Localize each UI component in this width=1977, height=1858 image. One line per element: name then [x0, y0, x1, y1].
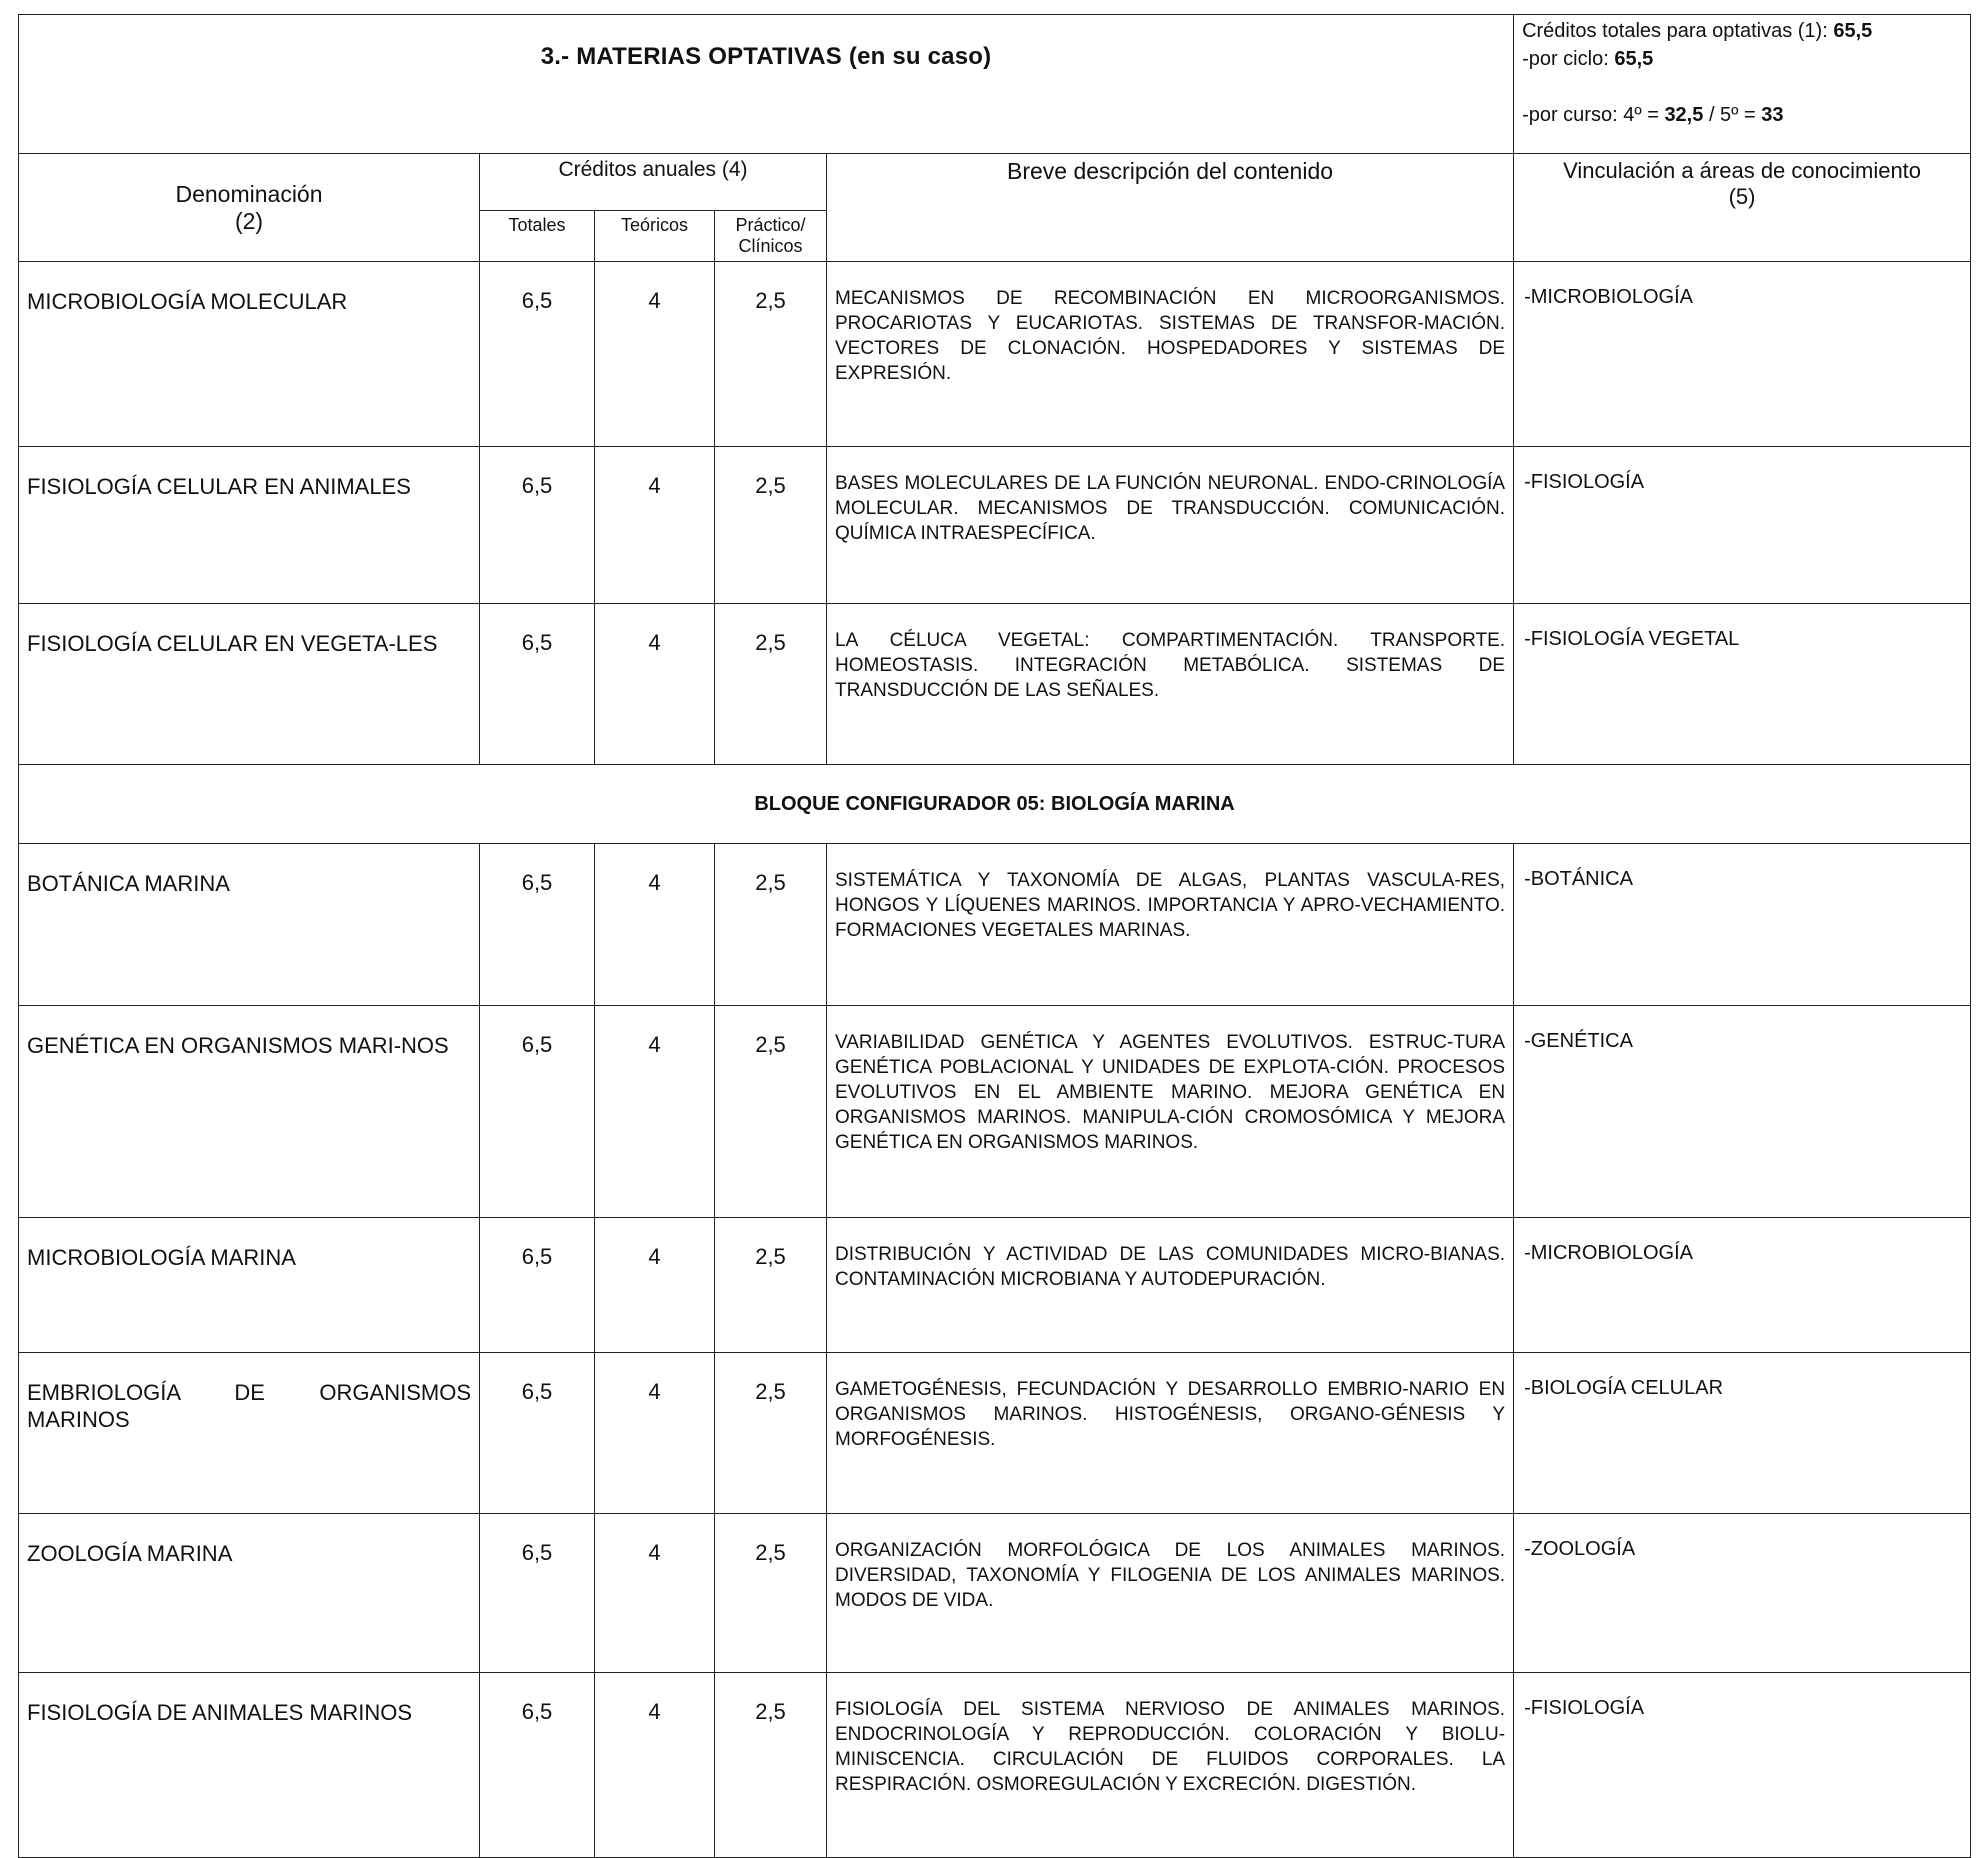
- col-teoricos: Teóricos: [595, 211, 715, 262]
- block-header-row: [19, 765, 1971, 844]
- optional-subjects-sheet: [18, 14, 1970, 1858]
- credits-totales: 6,5: [480, 844, 595, 1006]
- credits-totales: 6,5: [480, 604, 595, 765]
- credits-practicos: 2,5: [715, 1673, 827, 1858]
- credits-total-value: 65,5: [1833, 20, 1873, 42]
- col-denominacion: [19, 154, 480, 262]
- credits-teoricos: 4: [595, 1218, 715, 1353]
- credits-practicos: 2,5: [715, 1514, 827, 1673]
- subject-description: GAMETOGÉNESIS, FECUNDACIÓN Y DESARROLLO EMBRIO-NARIO EN ORGANISMOS MARINOS. HISTOGÉNESIS, ORGANO-GÉNESIS Y MORFOGÉNESIS.: [827, 1353, 1514, 1514]
- table-row: [19, 604, 1971, 765]
- credits-teoricos: 4: [595, 1514, 715, 1673]
- col-descripcion: Breve descripción del contenido: [827, 154, 1514, 262]
- credits-practicos: 2,5: [715, 1006, 827, 1218]
- credits-teoricos: 4: [595, 447, 715, 604]
- subject-description: FISIOLOGÍA DEL SISTEMA NERVIOSO DE ANIMALES MARINOS. ENDOCRINOLOGÍA Y REPRODUCCIÓN. COLORACIÓN Y BIOLU-MINISCENCIA. CIRCULACIÓN DE FLUIDOS CORPORALES. LA RESPIRACIÓN. OSMOREGULACIÓN Y EXCRECIÓN. DIGESTIÓN.: [827, 1673, 1514, 1858]
- subject-description: DISTRIBUCIÓN Y ACTIVIDAD DE LAS COMUNIDADES MICRO-BIANAS. CONTAMINACIÓN MICROBIANA Y AUTODEPURACIÓN.: [827, 1218, 1514, 1353]
- col-denominacion-note: (2): [234, 207, 264, 234]
- table-row: [19, 1353, 1971, 1514]
- credits-practicos: 2,5: [715, 1218, 827, 1353]
- section-title: 3.- MATERIAS OPTATIVAS (en su caso): [540, 43, 992, 70]
- per-course-label: -por curso: 4º =: [1522, 104, 1659, 126]
- subject-name: GENÉTICA EN ORGANISMOS MARI-NOS: [19, 1006, 480, 1218]
- per-course-line: [1522, 101, 1962, 129]
- knowledge-area: -BIOLOGÍA CELULAR: [1514, 1353, 1971, 1514]
- subject-name: FISIOLOGÍA DE ANIMALES MARINOS: [19, 1673, 480, 1858]
- subject-name: MICROBIOLOGÍA MOLECULAR: [19, 262, 480, 447]
- credits-practicos: 2,5: [715, 604, 827, 765]
- knowledge-area: -BOTÁNICA: [1514, 844, 1971, 1006]
- subject-name: FISIOLOGÍA CELULAR EN VEGETA-LES: [19, 604, 480, 765]
- credits-totales: 6,5: [480, 447, 595, 604]
- subject-description: MECANISMOS DE RECOMBINACIÓN EN MICROORGANISMOS. PROCARIOTAS Y EUCARIOTAS. SISTEMAS DE TRANSFOR-MACIÓN. VECTORES DE CLONACIÓN. HOSPEDADORES Y SISTEMAS DE EXPRESIÓN.: [827, 262, 1514, 447]
- credit-summary-cell: [1514, 15, 1971, 154]
- col-vinculacion: [1514, 154, 1971, 262]
- header-row: [19, 15, 1971, 154]
- credits-teoricos: 4: [595, 1353, 715, 1514]
- credits-teoricos: 4: [595, 844, 715, 1006]
- credits-totales: 6,5: [480, 1514, 595, 1673]
- credits-totales: 6,5: [480, 1353, 595, 1514]
- table-row: [19, 1514, 1971, 1673]
- table-row: [19, 262, 1971, 447]
- subject-name: MICROBIOLOGÍA MARINA: [19, 1218, 480, 1353]
- subject-description: ORGANIZACIÓN MORFOLÓGICA DE LOS ANIMALES MARINOS. DIVERSIDAD, TAXONOMÍA Y FILOGENIA DE LOS ANIMALES MARINOS. MODOS DE VIDA.: [827, 1514, 1514, 1673]
- credits-practicos: 2,5: [715, 447, 827, 604]
- knowledge-area: -FISIOLOGÍA: [1514, 1673, 1971, 1858]
- subject-description: LA CÉLUCA VEGETAL: COMPARTIMENTACIÓN. TRANSPORTE. HOMEOSTASIS. INTEGRACIÓN METABÓLICA. SISTEMAS DE TRANSDUCCIÓN DE LAS SEÑALES.: [827, 604, 1514, 765]
- subject-description: BASES MOLECULARES DE LA FUNCIÓN NEURONAL. ENDO-CRINOLOGÍA MOLECULAR. MECANISMOS DE TRANSDUCCIÓN. COMUNICACIÓN. QUÍMICA INTRAESPECÍFICA.: [827, 447, 1514, 604]
- per-cycle-value: 65,5: [1614, 48, 1654, 70]
- subject-description: SISTEMÁTICA Y TAXONOMÍA DE ALGAS, PLANTAS VASCULA-RES, HONGOS Y LÍQUENES MARINOS. IMPORTANCIA Y APRO-VECHAMIENTO. FORMACIONES VEGETALES MARINAS.: [827, 844, 1514, 1006]
- column-header-row: [19, 154, 1971, 211]
- credits-totales: 6,5: [480, 1218, 595, 1353]
- col-denominacion-label: Denominación: [175, 180, 323, 207]
- subject-name: ZOOLOGÍA MARINA: [19, 1514, 480, 1673]
- credits-total-label: Créditos totales para optativas (1):: [1522, 20, 1828, 42]
- knowledge-area: -MICROBIOLOGÍA: [1514, 1218, 1971, 1353]
- table-row: [19, 844, 1971, 1006]
- credits-totales: 6,5: [480, 262, 595, 447]
- table-row: [19, 1673, 1971, 1858]
- table-row: [19, 1218, 1971, 1353]
- section-title-cell: [19, 15, 1514, 154]
- subject-description: VARIABILIDAD GENÉTICA Y AGENTES EVOLUTIVOS. ESTRUC-TURA GENÉTICA POBLACIONAL Y UNIDADES DE EXPLOTA-CIÓN. PROCESOS EVOLUTIVOS EN EL AMBIENTE MARINO. MEJORA GENÉTICA EN ORGANISMOS MARINOS. MANIPULA-CIÓN CROMOSÓMICA Y MEJORA GENÉTICA EN ORGANISMOS MARINOS.: [827, 1006, 1514, 1218]
- knowledge-area: -ZOOLOGÍA: [1514, 1514, 1971, 1673]
- col-vinculacion-label: Vinculación a áreas de conocimiento: [1563, 158, 1922, 183]
- col-vinculacion-note: (5): [1728, 184, 1756, 209]
- credits-totales: 6,5: [480, 1673, 595, 1858]
- credits-practicos: 2,5: [715, 844, 827, 1006]
- per-course-separator: / 5º =: [1708, 104, 1756, 126]
- knowledge-area: -FISIOLOGÍA: [1514, 447, 1971, 604]
- credits-totales: 6,5: [480, 1006, 595, 1218]
- col-totales: Totales: [480, 211, 595, 262]
- credits-practicos: 2,5: [715, 1353, 827, 1514]
- per-cycle-label: -por ciclo:: [1522, 48, 1609, 70]
- subject-name: EMBRIOLOGÍA DE ORGANISMOS MARINOS: [19, 1353, 480, 1514]
- block-title: BLOQUE CONFIGURADOR 05: BIOLOGÍA MARINA: [19, 765, 1971, 844]
- col-creditos: Créditos anuales (4): [480, 154, 827, 211]
- credits-total-line: [1522, 17, 1962, 45]
- optional-subjects-table: [18, 14, 1971, 1858]
- credits-teoricos: 4: [595, 1006, 715, 1218]
- knowledge-area: -MICROBIOLOGÍA: [1514, 262, 1971, 447]
- table-row: [19, 1006, 1971, 1218]
- knowledge-area: -GENÉTICA: [1514, 1006, 1971, 1218]
- per-cycle-line: [1522, 45, 1962, 73]
- subject-name: BOTÁNICA MARINA: [19, 844, 480, 1006]
- credits-practicos: 2,5: [715, 262, 827, 447]
- table-row: [19, 447, 1971, 604]
- credits-teoricos: 4: [595, 604, 715, 765]
- col-practicos: Práctico/ Clínicos: [715, 211, 827, 262]
- per-course-5-value: 33: [1761, 104, 1784, 126]
- per-course-4-value: 32,5: [1664, 104, 1704, 126]
- credits-teoricos: 4: [595, 1673, 715, 1858]
- subject-name: FISIOLOGÍA CELULAR EN ANIMALES: [19, 447, 480, 604]
- knowledge-area: -FISIOLOGÍA VEGETAL: [1514, 604, 1971, 765]
- credits-teoricos: 4: [595, 262, 715, 447]
